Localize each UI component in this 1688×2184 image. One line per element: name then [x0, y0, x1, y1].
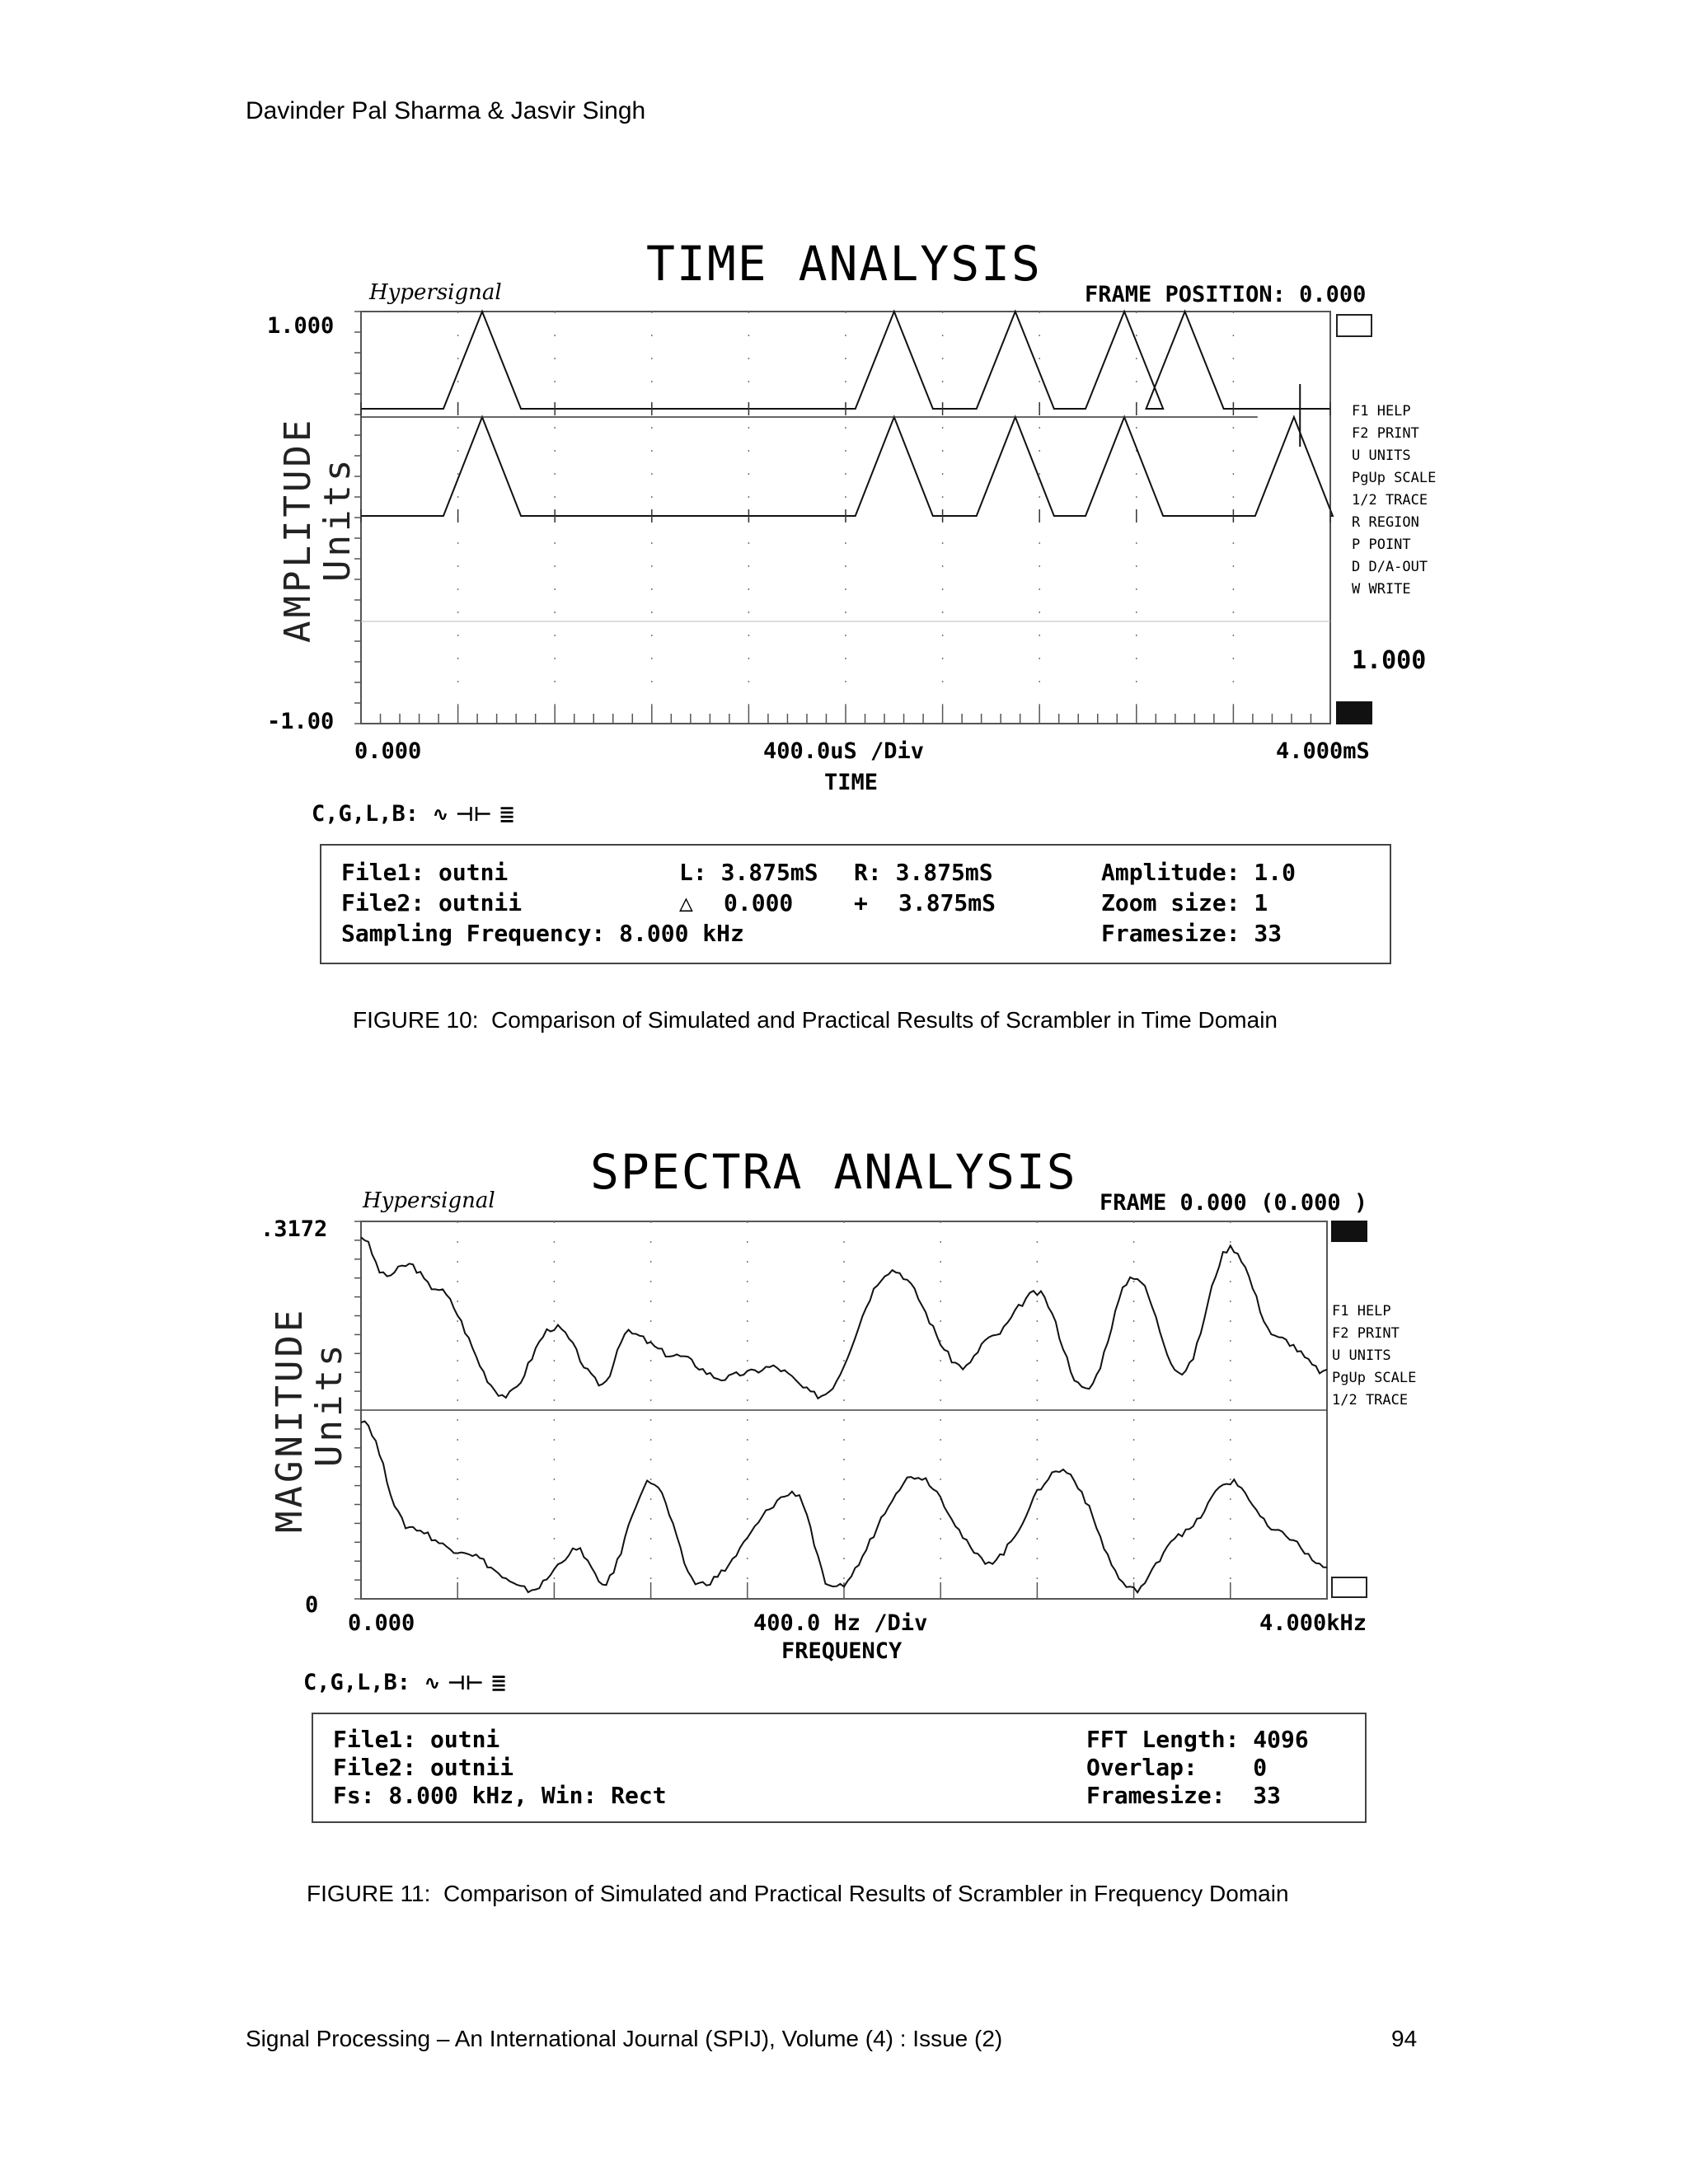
- info-framesize: Framesize: 33: [1101, 920, 1282, 947]
- figure10-xlabel: TIME: [824, 770, 879, 795]
- figure11-ylabel: MAGNITUDE: [269, 1306, 311, 1533]
- figure11-plot: [354, 1212, 1434, 1607]
- menu-item[interactable]: R REGION: [1352, 514, 1419, 531]
- figure11-yunits: Units: [308, 1341, 350, 1467]
- trace2-indicator: [1337, 702, 1372, 724]
- caption-label: FIGURE 11:: [307, 1881, 431, 1906]
- menu-item[interactable]: F2 PRINT: [1332, 1325, 1400, 1342]
- figure10-brand: Hypersignal: [369, 280, 502, 305]
- figure11-cglb: [303, 1670, 507, 1695]
- cglb-label: C,G,L,B:: [303, 1670, 411, 1695]
- running-footer: Signal Processing – An International Journal (SPIJ), Volume (4) : Issue (2): [246, 2026, 1003, 2051]
- info-framesize: Framesize: 33: [1086, 1782, 1282, 1809]
- info-file2: File2: outnii: [333, 1754, 514, 1781]
- figure11-xstart: 0.000: [348, 1610, 415, 1636]
- figure10-menu: [1352, 401, 1436, 601]
- menu-item[interactable]: W WRITE: [1352, 581, 1411, 598]
- menu-item[interactable]: U UNITS: [1352, 448, 1411, 464]
- info-r: R: 3.875mS: [854, 859, 993, 886]
- info-delta: 0.000: [724, 889, 794, 916]
- info-amplitude: Amplitude: 1.0: [1101, 859, 1296, 886]
- trace2-indicator: [1332, 1577, 1367, 1597]
- figure11-menu: [1332, 1301, 1416, 1412]
- info-l: L: 3.875mS: [679, 859, 818, 886]
- figure11-caption: [307, 1881, 1289, 1907]
- figure10-xend: 4.000mS: [1276, 738, 1370, 764]
- figure11-frame: FRAME 0.000 (0.000 ): [1100, 1190, 1368, 1216]
- info-zoom: Zoom size: 1: [1101, 889, 1268, 916]
- plus-icon: +: [854, 889, 868, 916]
- delta-icon: △: [679, 889, 693, 916]
- caption-label: FIGURE 10:: [353, 1007, 479, 1033]
- figure11-xend: 4.000kHz: [1259, 1610, 1367, 1636]
- figure11-brand: Hypersignal: [363, 1188, 495, 1213]
- info-file1: File1: outni: [333, 1726, 500, 1753]
- figure11-ymax: .3172: [260, 1216, 328, 1242]
- figure10-yunits: Units: [316, 456, 359, 582]
- menu-item[interactable]: PgUp SCALE: [1352, 470, 1437, 486]
- info-file2: File2: outnii: [341, 889, 523, 916]
- series-line-outni: [361, 312, 1330, 409]
- menu-item[interactable]: 1/2 TRACE: [1332, 1392, 1409, 1408]
- info-plus: 3.875mS: [898, 889, 996, 916]
- info-fs: Fs: 8.000 kHz, Win: Rect: [333, 1782, 667, 1809]
- menu-item[interactable]: D D/A-OUT: [1352, 559, 1428, 575]
- figure10-ymax: 1.000: [267, 313, 335, 339]
- trace-legend-icon: ∿ ⊣⊢ ≣: [432, 803, 516, 826]
- info-file1: File1: outni: [341, 859, 509, 886]
- menu-item[interactable]: F1 HELP: [1352, 403, 1411, 419]
- trace1-indicator: [1332, 1221, 1367, 1241]
- figure11-ymin: 0: [305, 1592, 319, 1618]
- figure10-xstart: 0.000: [354, 738, 422, 764]
- figure10-cglb: [312, 801, 515, 827]
- figure10-info-box: [320, 844, 1391, 964]
- figure11-info-box: [312, 1713, 1367, 1823]
- menu-item[interactable]: PgUp SCALE: [1332, 1370, 1417, 1386]
- series-line-outnii: [361, 1422, 1327, 1593]
- figure11-title: SPECTRA ANALYSIS: [590, 1144, 1077, 1200]
- caption-text: Comparison of Simulated and Practical Results of Scrambler in Frequency Domain: [443, 1881, 1289, 1906]
- figure10-plot: [354, 305, 1451, 733]
- figure10-caption: [353, 1007, 1278, 1033]
- figure11-xdiv: 400.0 Hz /Div: [753, 1610, 928, 1636]
- figure10-scale-value: 1.000: [1352, 646, 1427, 675]
- cglb-label: C,G,L,B:: [312, 801, 420, 827]
- menu-item[interactable]: F2 PRINT: [1352, 425, 1419, 442]
- menu-item[interactable]: U UNITS: [1332, 1347, 1391, 1364]
- figure10-frame-position: FRAME POSITION: 0.000: [1085, 282, 1367, 307]
- figure10-ylabel: AMPLITUDE: [277, 416, 319, 643]
- series-line-outnii: [361, 417, 1333, 516]
- caption-text: Comparison of Simulated and Practical Results of Scrambler in Time Domain: [491, 1007, 1278, 1033]
- menu-item[interactable]: P POINT: [1352, 537, 1411, 553]
- menu-item[interactable]: 1/2 TRACE: [1352, 492, 1428, 509]
- info-overlap: Overlap: 0: [1086, 1754, 1268, 1781]
- trace1-indicator: [1337, 315, 1372, 336]
- menu-item[interactable]: F1 HELP: [1332, 1303, 1391, 1319]
- trace-legend-icon: ∿ ⊣⊢ ≣: [424, 1671, 508, 1694]
- info-sampling: Sampling Frequency: 8.000 kHz: [341, 920, 744, 947]
- figure10-xdiv: 400.0uS /Div: [763, 738, 925, 764]
- running-header: Davinder Pal Sharma & Jasvir Singh: [246, 97, 646, 124]
- figure10-title: TIME ANALYSIS: [646, 236, 1042, 292]
- figure10-ymin: -1.00: [267, 709, 335, 734]
- figure11-xlabel: FREQUENCY: [781, 1638, 903, 1664]
- info-fft: FFT Length: 4096: [1086, 1726, 1309, 1753]
- page-number: 94: [1391, 2026, 1418, 2051]
